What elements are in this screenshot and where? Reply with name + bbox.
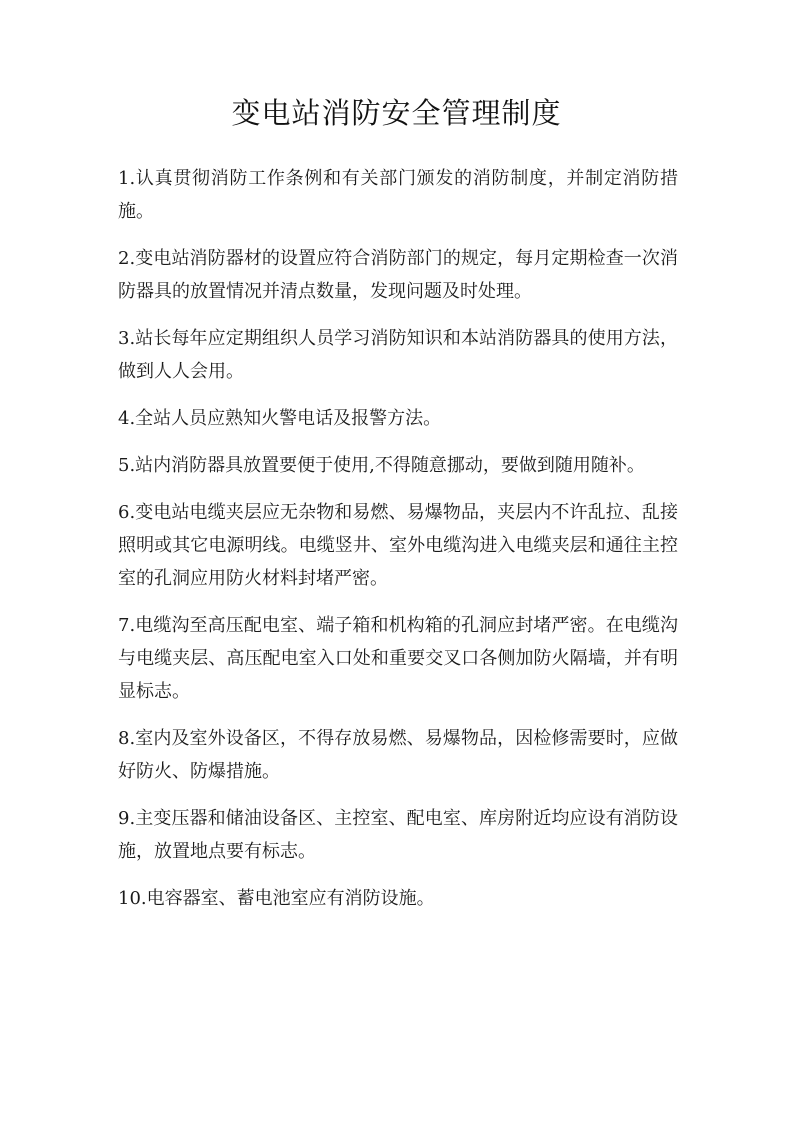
clause-4: 4.全站人员应熟知火警电话及报警方法。 — [118, 408, 442, 429]
clause-8: 8.室内及室外设备区，不得存放易燃、易爆物品，因检修需要时，应做好防火、防爆措施。 — [118, 728, 678, 782]
clause-7: 7.电缆沟至高压配电室、端子箱和机构箱的孔洞应封堵严密。在电缆沟与电缆夹层、高压配电室入口处和重要交叉口各侧加防火隔墙，并有明显标志。 — [118, 615, 678, 702]
clause-2: 2.变电站消防器材的设置应符合消防部门的规定，每月定期检查一次消防器具的放置情况并清点数量，发现问题及时处理。 — [118, 248, 678, 302]
clause-10: 10.电容器室、蓄电池室应有消防设施。 — [118, 888, 435, 909]
clause-1: 1.认真贯彻消防工作条例和有关部门颁发的消防制度，并制定消防措施。 — [118, 168, 678, 222]
clause-5: 5.站内消防器具放置要便于使用,不得随意挪动，要做到随用随补。 — [118, 455, 645, 476]
clause-9: 9.主变压器和储油设备区、主控室、配电室、库房附近均应设有消防设施，放置地点要有标志。 — [118, 808, 678, 862]
clause-3: 3.站长每年应定期组织人员学习消防知识和本站消防器具的使用方法，做到人人会用。 — [118, 328, 678, 382]
document-title: 变电站消防安全管理制度 — [231, 96, 562, 130]
clause-6: 6.变电站电缆夹层应无杂物和易燃、易爆物品，夹层内不许乱拉、乱接照明或其它电源明线。电缆竖井、室外电缆沟进入电缆夹层和通往主控室的孔洞应用防火材料封堵严密。 — [118, 502, 678, 589]
clause-list — [118, 162, 678, 929]
